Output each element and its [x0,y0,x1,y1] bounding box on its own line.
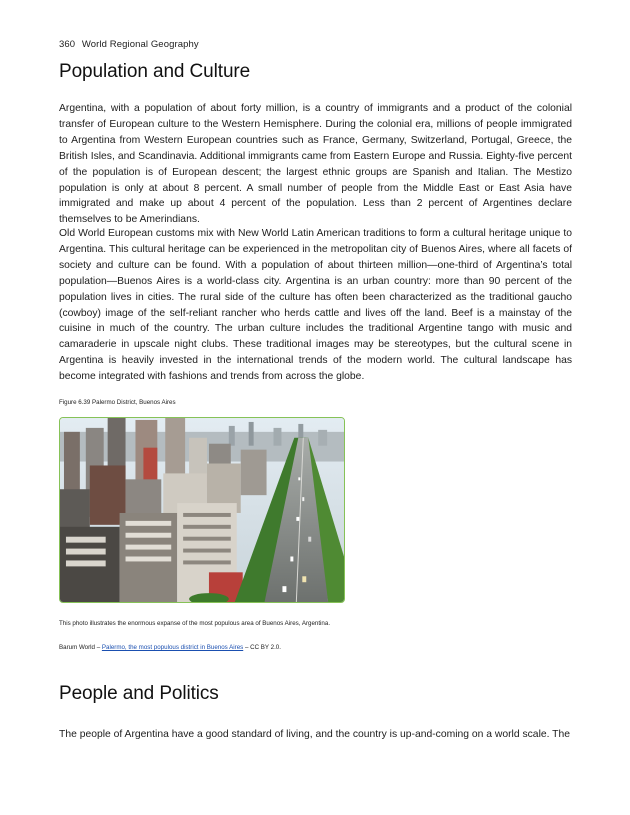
paragraph-politics: The people of Argentina have a good standard of living, and the country is up-and-coming on a world scale. The [59,729,570,740]
book-title: World Regional Geography [81,39,199,50]
figure-caption: Figure 6.39 Palermo District, Buenos Aires [59,399,176,406]
credit-license: – CC BY 2.0. [243,644,281,651]
figure-photo-palermo [59,417,345,603]
city-aerial-illustration [60,418,344,602]
paragraph-population: Argentina, with a population of about forty million, is a country of immigrants and a product of the colonial transfer of European culture to the Western Hemisphere. During the colonial era, millions of people immigrated to Argentina from Western European countries such as France, Germany, Switzerland, Portugal, Greece, the British Isles, and Scandinavia. Additional immigrants came from Eastern Europe and Russia. Eighty-five percent of the population is of European descent; the largest ethnic groups are Spanish and Italian. The Mestizo population is only at about 8 percent. A small number of people from the Middle East or East Asia have immigrated and make up about 4 percent of the population. Less than 2 percent of Argentines declare themselves to be Amerindians. [59,103,572,226]
figure-credit [59,644,281,651]
credit-source-link[interactable]: Palermo, the most populous district in Buenos Aires [101,644,244,651]
section-title-people-politics: People and Politics [59,683,219,704]
page-number: 360 [59,39,76,50]
paragraph-culture: Old World European customs mix with New World Latin American traditions to form a cultural heritage unique to Argentina. This cultural heritage can be experienced in the metropolitan city of Buenos Aires, where all facets of society and culture can be found. With a population of about thirteen million—one-third of Argentina’s total population—Buenos Aires is a world-class city. Argentina is an urban country: more than 90 percent of the population lives in cities. The rural side of the culture has often been characterized as the traditional gaucho (cowboy) image of the self-reliant rancher who herds cattle and lives off the land. Beef is a mainstay of the cuisine in much of the country. The urban culture includes the traditional Argentine tango with music and camaraderie in upscale night clubs. These traditional images may be stereotypes, but the cultural scene in Argentina is heavily invested in the international trends of the modern world. The cultural landscape has become integrated with fashions and trends from across the globe. [59,228,572,383]
credit-author: Barum World – [59,644,102,651]
running-header [59,39,199,50]
figure-description: This photo illustrates the enormous expanse of the most populous area of Buenos Aires, Argentina. [59,620,331,627]
section-title-population-culture: Population and Culture [59,61,251,82]
